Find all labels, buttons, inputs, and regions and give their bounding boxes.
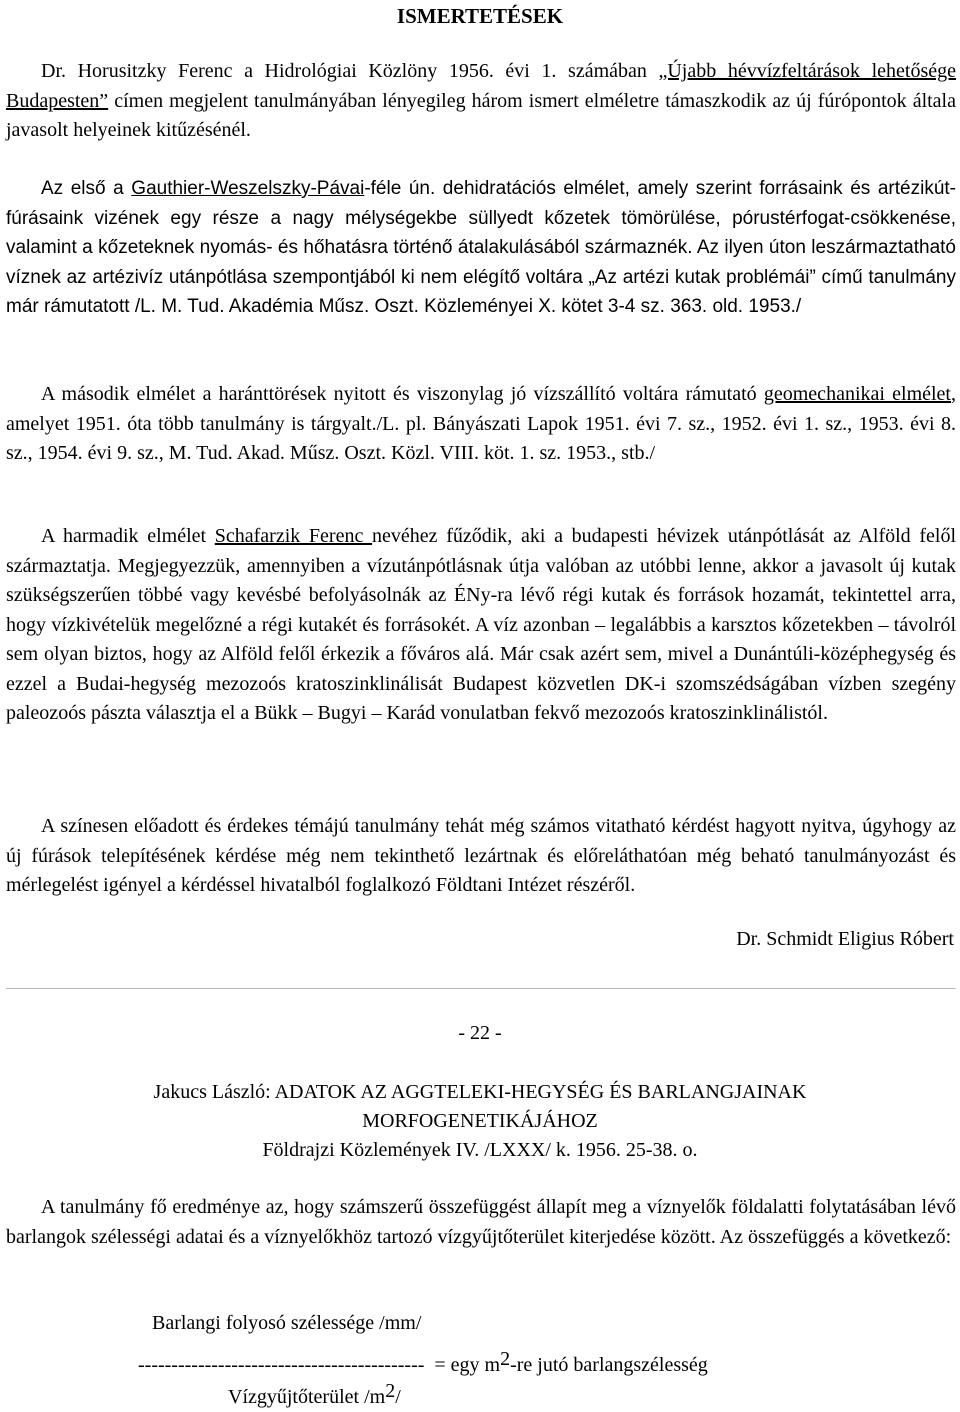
formula-numerator: Barlangi folyosó szélessége /mm/	[152, 1312, 422, 1334]
text-run: A színesen előadott és érdekes témájú tanulmány tehát még számos vitatható kérdést hagyott nyitva, úgyhogy az új fúrások telepítésének kérdése még nem tekinthető lezártnak és előreláthatóan még beható tanulmányozást és mérlegelést igényel a kérdéssel hivatalból foglalkozó Földtani Intézet részéről.	[6, 815, 956, 896]
section-heading: ISMERTETÉSEK	[396, 4, 564, 28]
formula-rhs	[429, 1348, 708, 1376]
formula-denominator-text: Vízgyűjtőterület /m	[228, 1386, 386, 1408]
theory-term: geomechanikai elmélet	[763, 383, 951, 405]
formula-denominator-exponent: 2	[385, 1380, 396, 1402]
reviewer-signature: Dr. Schmidt Eligius Róbert	[736, 928, 954, 950]
text-run: A második elmélet a haránttörések nyitott és viszonylag jó vízszállító voltára rámutató	[41, 383, 764, 405]
formula-rhs-exponent: 2	[500, 1348, 511, 1370]
text-run: Dr. Horusitzky Ferenc a Hidrológiai Közlöny 1956. évi 1. számában	[41, 60, 659, 82]
reference-line: MORFOGENETIKÁJÁHOZ	[362, 1110, 598, 1132]
review2-paragraph-1	[6, 1193, 956, 1252]
formula-rhs-text: = egy m	[434, 1354, 501, 1376]
text-run: -féle ún. dehidratációs elmélet, amely szerint forrásaink és artézikút-fúrásaink vizének egy része a nagy mélységekbe süllyedt kőzetek tömörülése, pórustérfogat-csökkenése, valamint a kőzeteknek nyomás- és hőhatásra történő átalakulásából származnék. Az ilyen úton leszármaztatható víznek az artézivíz utánpótlása szempontjából ki nem elégítő voltára „Az artézi kutak problémái” című tanulmány már rámutatott /L. M. Tud. Akadémia Műsz. Oszt. Közleményei X. kötet 3-4 sz. 363. old. 1953./	[6, 178, 956, 317]
page-number: - 22 -	[458, 1022, 502, 1044]
reference-line: Jakucs László: ADATOK AZ AGGTELEKI-HEGYSÉG ÉS BARLANGJAINAK	[153, 1081, 807, 1103]
divider	[6, 988, 956, 989]
text-run: Az első a	[41, 178, 132, 199]
review1-paragraph-2	[6, 174, 956, 322]
text-run: A harmadik elmélet	[41, 525, 215, 547]
review1-paragraph-1	[6, 57, 956, 146]
formula-dashes: -------------------------------------------	[138, 1354, 425, 1376]
text-run: A tanulmány fő eredménye az, hogy számszerű összefüggést állapít meg a víznyelők földalatti folytatásában lévő barlangok szélességi adatai és a víznyelőkhöz tartozó vízgyűjtőterület kiterjedése között. Az összefüggés a következő:	[6, 1196, 956, 1248]
formula-fraction-line	[138, 1348, 708, 1377]
text-run: nevéhez fűződik, aki a budapesti hévizek utánpótlását az Alföld felől származtatja. Megjegyezzük, amennyiben a vízutánpótlásnak útja valóban az utóbbi lenne, akkor a javasolt új kutak szükségszerűen többé vagy kevésbé befolyásolnák az ÉNy-ra lévő régi kutak és források hozamát, tekintettel arra, hogy vízkivételük megelőzné a régi kutakét és forrásokét. A víz azonban – legalábbis a karsztos kőzetekben – távolról sem olyan biztos, hogy az Alföld felől érkezik a főváros alá. Már csak azért sem, mivel a Dunántúli-középhegység és ezzel a Budai-hegység mezozoós kratoszinklinálisát Budapest közvetlen DK-i szomszédságában vízben szegény paleozoós pászta választja el a Bükk – Bugyi – Karád vonulatban fekvő mezozoós kratoszinklinálistól.	[6, 525, 956, 724]
text-run: , amelyet 1951. óta több tanulmány is tárgyalt./L. pl. Bányászati Lapok 1951. évi 7. sz., 1952. évi 1. sz., 1953. évi 8. sz., 1954. évi 9. sz., M. Tud. Akad. Műsz. Oszt. Közl. VIII. köt. 1. sz. 1953., stb./	[6, 383, 956, 464]
formula-rhs-text: -re jutó barlangszélesség	[510, 1354, 708, 1376]
review2-reference	[0, 1078, 960, 1165]
person-name: Schafarzik Ferenc	[214, 525, 373, 547]
review1-paragraph-3	[6, 380, 956, 469]
cited-title: „Újabb hévvízfeltárások lehetősége Budapesten”	[6, 60, 956, 112]
reference-line: Földrajzi Közlemények IV. /LXXX/ k. 1956. 25-38. o.	[262, 1139, 698, 1161]
review1-paragraph-4	[6, 522, 956, 729]
author-names: Gauthier-Weszelszky-Pávai	[131, 178, 365, 199]
review1-paragraph-5	[6, 812, 956, 901]
text-run: címen megjelent tanulmányában lényegileg három ismert elméletre támaszkodik az új fúrópontok általa javasolt helyeinek kitűzésénél.	[6, 89, 956, 141]
formula-denominator-text: /	[395, 1386, 401, 1408]
formula-denominator	[228, 1380, 401, 1409]
